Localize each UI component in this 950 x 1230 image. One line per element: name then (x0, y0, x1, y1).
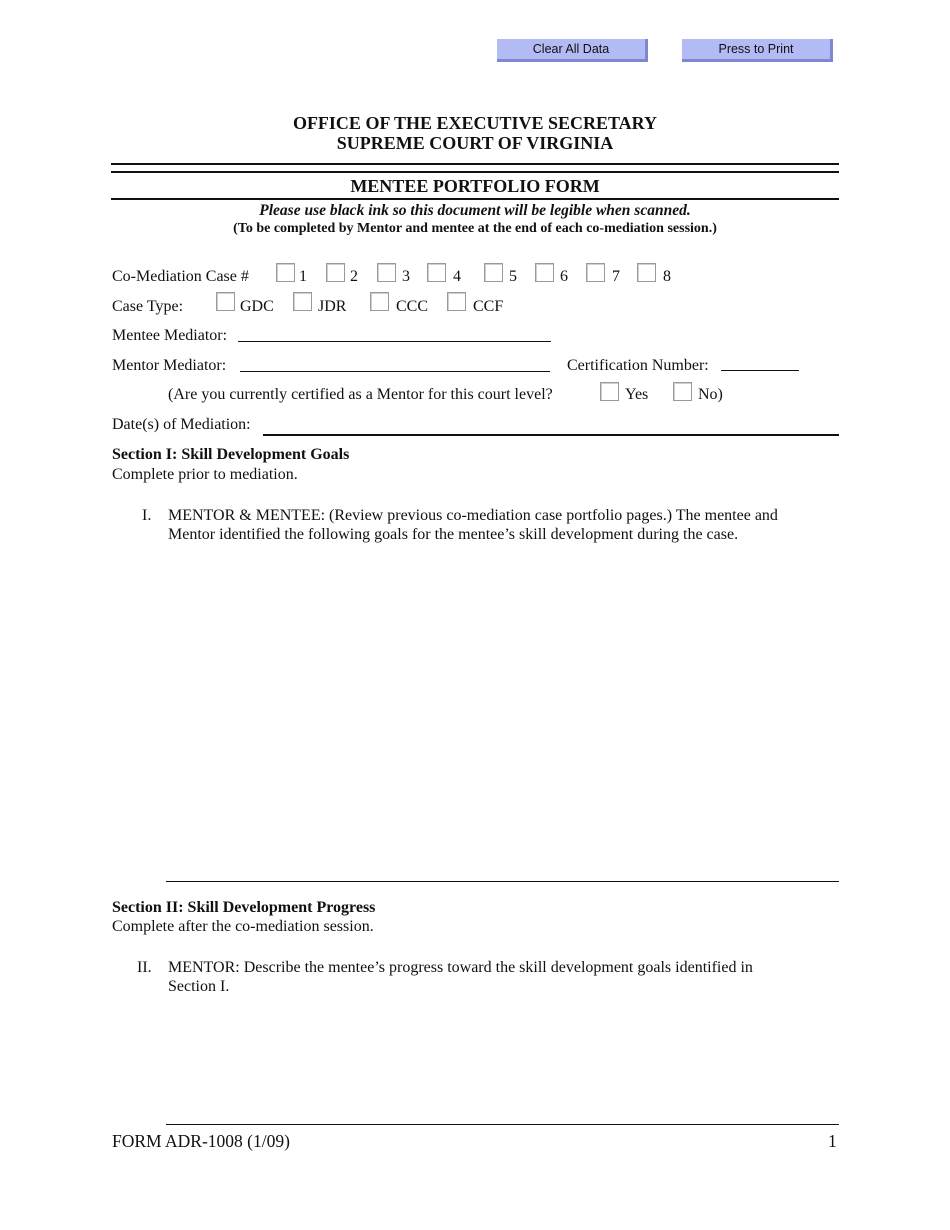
mentee-mediator-field[interactable] (238, 341, 551, 342)
case-4-label: 4 (453, 268, 461, 285)
case-1-label: 1 (299, 268, 307, 285)
case-5-checkbox[interactable] (484, 263, 503, 282)
form-title: MENTEE PORTFOLIO FORM (350, 176, 600, 196)
clear-all-data-button[interactable]: Clear All Data (497, 39, 648, 62)
certified-no-label: No) (698, 386, 723, 403)
header-rule-top (111, 163, 839, 165)
mentor-mediator-label: Mentor Mediator: (112, 357, 227, 374)
dates-of-mediation-label: Date(s) of Mediation: (112, 416, 251, 433)
case-4-checkbox[interactable] (427, 263, 446, 282)
section-2-subtitle: Complete after the co-mediation session. (112, 918, 374, 935)
section-2-item-number: II. (137, 959, 152, 976)
certified-question: (Are you currently certified as a Mentor for this court level? (168, 386, 553, 403)
section-1-item-number: I. (142, 507, 152, 524)
certified-yes-checkbox[interactable] (600, 382, 619, 401)
ink-note: Please use black ink so this document will be legible when scanned. (259, 202, 691, 219)
section-2-item-line-2: Section I. (168, 978, 230, 995)
case-type-gdc-checkbox[interactable] (216, 292, 235, 311)
case-8-label: 8 (663, 268, 671, 285)
certification-number-label: Certification Number: (567, 357, 709, 374)
completion-note: (To be completed by Mentor and mentee at the end of each co-mediation session.) (233, 221, 717, 236)
certified-yes-label: Yes (625, 386, 649, 403)
case-type-label: Case Type: (112, 298, 184, 315)
header-rule-bottom (111, 198, 839, 200)
case-type-gdc-label: GDC (240, 298, 274, 315)
section-2-item-line-1: MENTOR: Describe the mentee’s progress toward the skill development goals identified in (168, 959, 753, 976)
office-heading: OFFICE OF THE EXECUTIVE SECRETARY (292, 113, 658, 133)
mentee-mediator-label: Mentee Mediator: (112, 327, 228, 344)
case-type-jdr-checkbox[interactable] (293, 292, 312, 311)
case-7-label: 7 (612, 268, 620, 285)
case-5-label: 5 (509, 268, 517, 285)
case-type-ccc-checkbox[interactable] (370, 292, 389, 311)
case-type-jdr-label: JDR (318, 298, 347, 315)
section-2-response-area[interactable] (166, 1124, 839, 1125)
page-number: 1 (828, 1131, 837, 1151)
case-2-label: 2 (350, 268, 358, 285)
case-1-checkbox[interactable] (276, 263, 295, 282)
case-number-label: Co-Mediation Case # (112, 268, 249, 285)
section-1-item-line-2: Mentor identified the following goals for the mentee’s skill development during the case. (168, 526, 739, 543)
form-id: FORM ADR-1008 (1/09) (112, 1131, 290, 1151)
section-2-title: Section II: Skill Development Progress (112, 899, 376, 916)
case-8-checkbox[interactable] (637, 263, 656, 282)
dates-of-mediation-field[interactable] (263, 434, 839, 436)
certified-no-checkbox[interactable] (673, 382, 692, 401)
header-rule-mid (111, 171, 839, 173)
print-button[interactable]: Press to Print (682, 39, 833, 62)
case-6-checkbox[interactable] (535, 263, 554, 282)
case-type-ccf-label: CCF (473, 298, 504, 315)
section-1-subtitle: Complete prior to mediation. (112, 466, 298, 483)
section-1-item-line-1: MENTOR & MENTEE: (Review previous co-mediation case portfolio pages.) The mentee and (168, 507, 778, 524)
case-6-label: 6 (560, 268, 568, 285)
case-7-checkbox[interactable] (586, 263, 605, 282)
mentor-mediator-field[interactable] (240, 371, 550, 372)
case-3-label: 3 (402, 268, 410, 285)
case-type-ccf-checkbox[interactable] (447, 292, 466, 311)
court-heading: SUPREME COURT OF VIRGINIA (336, 133, 614, 153)
case-3-checkbox[interactable] (377, 263, 396, 282)
section-1-title: Section I: Skill Development Goals (112, 446, 350, 463)
case-2-checkbox[interactable] (326, 263, 345, 282)
certification-number-field[interactable] (721, 370, 799, 371)
case-type-ccc-label: CCC (396, 298, 429, 315)
section-1-response-area[interactable] (166, 881, 839, 882)
